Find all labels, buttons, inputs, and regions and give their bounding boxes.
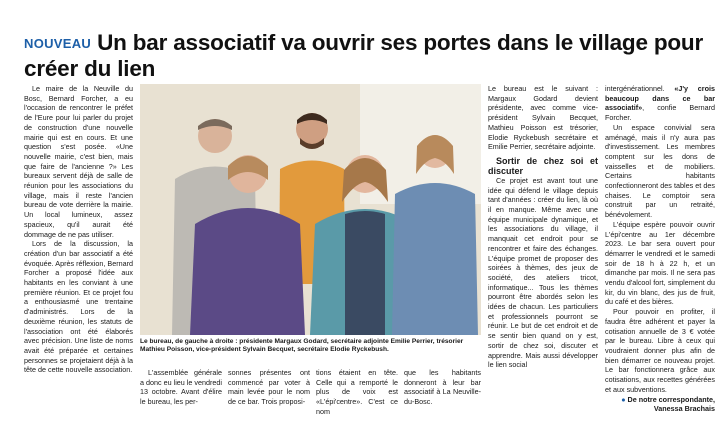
signature: [605, 395, 715, 414]
col5-para-3: L'équipe espère pouvoir ouvrir L'épi'centre au 1er décembre 2023. Le bar sera ouvert pour démarrer le vendredi et le samedi soir de 18 h à 22 h, et un dimanche par mois. Il ne sera pas vendu d'alcool fort, simplement du kir, du vin blanc, des jus de fruit, du café et des bières.: [605, 219, 715, 307]
lower-column-4: [404, 368, 481, 408]
col4-para-1: Le bureau est le suivant : Margaux Godard devient présidente, avec comme vice-président Sylvain Becquet, Mathieu Poisson est trésorier, Elodie Ryckebush secrétaire et Emilie Perrier, secrétaire adjointe.: [488, 84, 598, 152]
col4-para-2: Ce projet est avant tout une idée qui défend le village depuis tant d'années : créer du lien, là où il en manque. Même avec une équipe municipale dynamique, et les associations du village, il manquait cet endroit pour se rencontrer et faire des échanges. L'équipe promet de proposer des soirées à thèmes, des jeux de société, des ateliers tricot, informatique... Tous les thèmes pourront être abordés selon les idées de chacun. Les particuliers et professionnels pourront se réunir. Le but de cet endroit et de se sentir bien quand on y est, sortir de chez soi, discuter et apprendre. Mais aussi développer le lien social: [488, 175, 598, 370]
signature-line-2: Vanessa Brachais: [653, 404, 715, 414]
lower-c1-text: L'assemblée générale a donc eu lieu le vendredi 13 octobre. Avant d'élire le bureau, les per-: [140, 368, 222, 407]
col5-para-4: Pour pouvoir en profiter, il faudra être adhérent et payer la cotisation annuelle de 3 € votée par le bureau. Libre à ceux qui voudraient donner plus afin de bien démarrer ce nouveau projet. Le bar fonctionnera grâce aux cotisations, aux recettes générées et aux subventions.: [605, 307, 715, 394]
col1-para-2: Lors de la discussion, la création d'un bar associatif a été évoquée. Après réflexion, Bernard Forcher a proposé l'idée aux habitants en les conviant à une première réunion. Et ce projet fou a enthousiasmé une trentaine d'administrés. Lors de la deuxième réunion, les statuts de l'association ont été élaborés avec précision. Une liste de noms avait été préparée et certaines personnes se projetaient déjà à la tête de cette nouvelle association.: [24, 239, 133, 375]
col5-quote: «J'y crois beaucoup dans ce bar associatif»: [605, 84, 715, 113]
photo-caption: [140, 338, 481, 354]
col4-subhead: Sortir de chez soi et discuter: [488, 155, 598, 176]
lower-c4-text: que les habitants donneront à leur bar associatif à La Neuville-du-Bosc.: [404, 368, 481, 407]
col5-para-2: Un espace convivial sera aménagé, mais il n'y aura pas d'investissement. Les membres comptent sur les dons de vaisselles et de mobiliers. Certains habitants confectionneront des tables et des chaises. Le comptoir sera construit par un retraité, bénévolement.: [605, 122, 715, 220]
group-photo-illustration: [140, 84, 481, 335]
column-1: [24, 84, 133, 404]
caption-text: Le bureau, de gauche à droite : présidente Margaux Godard, secrétaire adjointe Emilie Perrier, trésorier Mathieu Poisson, vice-président Sylvain Becquet, secrétaire Elodie Ryckebush.: [140, 338, 464, 354]
signature-line-1: De notre correspondante,: [627, 394, 715, 404]
col1-para-1: Le maire de la Neuville du Bosc, Bernard Forcher, a eu l'occasion de rencontrer le préfet de l'Eure pour lui parler du projet de construction d'une nouvelle mairie qui est en cours. Et une question s'est posée. «Une nouvelle mairie, c'est bien, mais que faire de l'ancienne ?» Les bureaux servent déjà de salle de réunion pour les associations du village, mais il reste l'ancien bureau de vote derrière la mairie. Un local lumineux, assez spacieux, qu'il aurait été dommage de ne pas utiliser.: [24, 84, 133, 239]
lower-c2-text: sonnes présentes ont commencé par voter à main levée pour le nom de ce bar. Trois proposi-: [228, 368, 310, 407]
lower-c3-text: tions étaient en tête. Celle qui a remporté le plus de voix est «L'épi'centre». C'est ce nom: [316, 368, 398, 416]
column-5: [605, 84, 715, 414]
lower-column-3: [316, 368, 398, 416]
headline: [24, 30, 714, 81]
col5-p1-a: intergénérationnel.: [605, 84, 675, 93]
col5-para-1: [605, 84, 715, 123]
bullet-icon: ●: [621, 394, 626, 404]
col5-p1-b: , confie Bernard Forcher.: [605, 103, 715, 123]
article-title: Un bar associatif va ouvrir ses portes dans le village pour créer du lien: [24, 30, 704, 81]
lower-column-1: [140, 368, 222, 408]
lower-column-2: [228, 368, 310, 408]
group-photo: [140, 84, 481, 335]
column-4: [488, 84, 598, 404]
kicker: NOUVEAU: [24, 36, 92, 51]
